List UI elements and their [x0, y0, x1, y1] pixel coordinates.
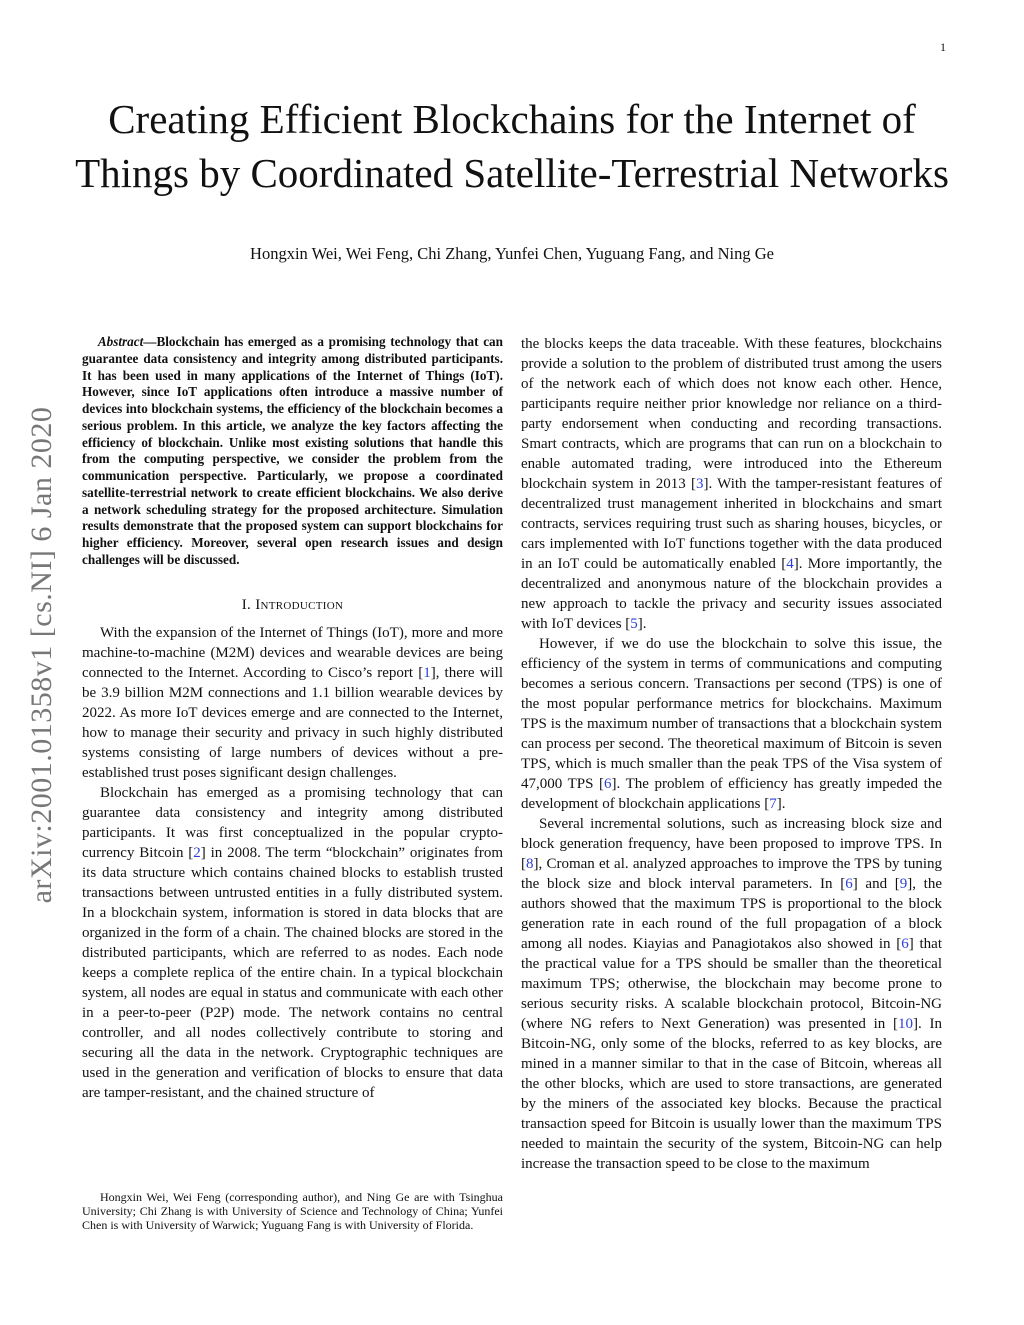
- paragraph-text: the blocks keeps the data traceable. With these features, blockchains provide a solution to the problem of distributed trust among the users of the network each of which does not know each other. Hence, participants require neither prior knowledge nor reliance on a third-party endorsement when conducting and recording transactions. Smart contracts, which are programs that can run on a blockchain to enable automated trading, were introduced into the Ethereum blockchain system in 2013 [: [521, 336, 942, 492]
- paragraph-text: ], there will be 3.9 billion M2M connections and 1.1 billion wearable devices by 2022. As more IoT devices emerge and are connected to the Internet, how to manage their security and privacy in such highly distributed systems consisting of large numbers of devices without a pre-established trust poses significant design challenges.: [82, 664, 503, 781]
- paragraph-text: ]. More importantly, the decentralized and anonymous nature of the blockchain provides a new approach to tackle the privacy and security issues associated with IoT devices [: [521, 556, 943, 632]
- citation-link[interactable]: 8: [526, 856, 534, 872]
- paper-title: Creating Efficient Blockchains for the Internet of Things by Coordinated Satellite-Terrestrial Networks: [75, 96, 949, 196]
- citation-link[interactable]: 7: [769, 796, 777, 812]
- citation-link[interactable]: 3: [695, 476, 704, 492]
- paragraph-text: ], the authors showed that the maximum TPS is proportional to the block generation rate in each round of the full propagation of a block among all nodes. Kiayias and Panagiotakos also showed in [: [521, 876, 942, 952]
- paragraph: [82, 623, 503, 783]
- citation-link[interactable]: 9: [899, 876, 908, 892]
- left-column: [82, 334, 503, 1103]
- paragraph: [521, 814, 942, 1174]
- paragraph-text: However, if we do use the blockchain to solve this issue, the efficiency of the system in terms of communications and computing becomes a serious concern. Transactions per second (TPS) is one of the most popular performance metrics for blockchains. Maximum TPS is the maximum number of transactions that a blockchain system can process per second. The theoretical maximum of Bitcoin is seven TPS, which is much smaller than the peak TPS of the Visa system of 47,000 TPS [: [521, 636, 942, 792]
- paragraph: [521, 634, 942, 814]
- paragraph-text: With the expansion of the Internet of Things (IoT), more and more machine-to-machine (M2M) devices and wearable devices are being connected to the Internet. According to Cisco’s report [: [82, 624, 503, 681]
- author-list: Hongxin Wei, Wei Feng, Chi Zhang, Yunfei Chen, Yuguang Fang, and Ning Ge: [250, 244, 774, 263]
- left-body-text: [82, 623, 503, 1103]
- page-number: 1: [940, 40, 946, 54]
- paragraph-text: Several incremental solutions, such as increasing block size and block generation frequency, have been proposed to improve TPS. In [: [521, 816, 942, 872]
- paragraph: [82, 783, 503, 1103]
- section-number: I.: [241, 596, 252, 613]
- citation-link[interactable]: 2: [193, 844, 201, 861]
- citation-link[interactable]: 4: [786, 556, 794, 572]
- abstract-text: —Blockchain has emerged as a promising technology that can guarantee data consistency and integrity among distributed participants. It has been used in many applications of the Internet of Things (IoT). However, since IoT applications often introduce a massive number of devices into blockchain systems, the efficiency of the blockchain becomes a serious problem. In this article, we analyze the key factors affecting the efficiency of blockchain. Unlike most existing solutions that handle this from the computing perspective, we consider the problem from the communication perspective. Particularly, we propose a coordinated satellite-terrestrial network to create efficient blockchains. We also derive a network scheduling strategy for the proposed architecture. Simulation results demonstrate that the proposed system can support blockchains for higher efficiency. Moreover, several open research issues and design challenges will be discussed.: [82, 334, 503, 567]
- citation-link[interactable]: 10: [898, 1016, 913, 1032]
- paragraph-text: ].: [776, 796, 786, 812]
- paragraph-text: ]. With the tamper-resistant features of decentralized trust management inherited in blockchains and smart contracts, services requiring trust such as sharing houses, bicycles, or cars implemented with IoT functions together with the data produced in an IoT could be automatically enabled [: [521, 476, 943, 572]
- citation-link[interactable]: 5: [630, 616, 638, 632]
- citation-link[interactable]: 6: [901, 936, 909, 952]
- paragraph-text: ]. In Bitcoin-NG, only some of the blocks, referred to as key blocks, are mined in a manner similar to that in the case of Bitcoin, whereas all the other blocks, which are used to store transactions, are generated by the miners of the associated key blocks. Because the practical transaction speed for Bitcoin is usually lower than the maximum TPS needed to maintain the security of the system, Bitcoin-NG can help increase the transaction speed to be close to the maximum: [521, 1016, 942, 1172]
- right-column: [521, 334, 942, 1174]
- citation-link[interactable]: 6: [845, 876, 853, 892]
- paragraph-text: ] and [: [852, 876, 900, 892]
- citation-link[interactable]: 1: [423, 664, 431, 681]
- paragraph-text: ], Croman et al. analyzed approaches to improve the TPS by tuning the block size and block interval parameters. In [: [521, 856, 942, 892]
- right-body-text: [521, 334, 942, 1174]
- paragraph-text: ] in 2008. The term “blockchain” originates from its data structure which contains chained blocks to establish trusted transactions between untrusted entities in a fully distributed system. In a blockchain system, information is stored in data blocks that are organized in the form of a chain. The chained blocks are stored in the distributed participants, which are referred to as nodes. Each node keeps a complete replica of the entire chain. In a typical blockchain system, all nodes are equal in status and communicate with each other in a peer-to-peer (P2P) mode. The network contains no central controller, and all nodes collectively contribute to storing and securing all the data in the network. Cryptographic techniques are used in the generation and verification of blocks to ensure that data are tamper-resistant, and the chained structure of: [82, 844, 503, 1101]
- author-affiliation-footnote: Hongxin Wei, Wei Feng (corresponding author), and Ning Ge are with Tsinghua University; Chi Zhang is with University of Science and Technology of China; Yunfei Chen is with University of Warwick; Yuguang Fang is with University of Florida.: [82, 1190, 503, 1232]
- paragraph-text: ].: [637, 616, 647, 632]
- section-title: Introduction: [255, 596, 344, 613]
- abstract-label: Abstract: [97, 334, 144, 349]
- paragraph: [521, 334, 942, 634]
- section-heading-introduction: [82, 595, 503, 615]
- citation-link[interactable]: 6: [604, 776, 612, 792]
- paragraph-text: Blockchain has emerged as a promising technology that can guarantee data consistency and integrity among distributed participants. It was first conceptualized in the popular crypto-currency Bitcoin [: [82, 784, 503, 861]
- abstract: [82, 334, 503, 569]
- arxiv-stamp: arXiv:2001.01358v1 [cs.NI] 6 Jan 2020: [25, 406, 58, 904]
- paragraph-text: ] that the practical value for a TPS should be smaller than the theoretical maximum TPS; otherwise, the blockchain may become prone to serious security risks. A scalable blockchain protocol, Bitcoin-NG (where NG refers to Next Generation) was presented in [: [521, 936, 942, 1032]
- paragraph-text: ]. The problem of efficiency has greatly impeded the development of blockchain applications [: [521, 776, 942, 812]
